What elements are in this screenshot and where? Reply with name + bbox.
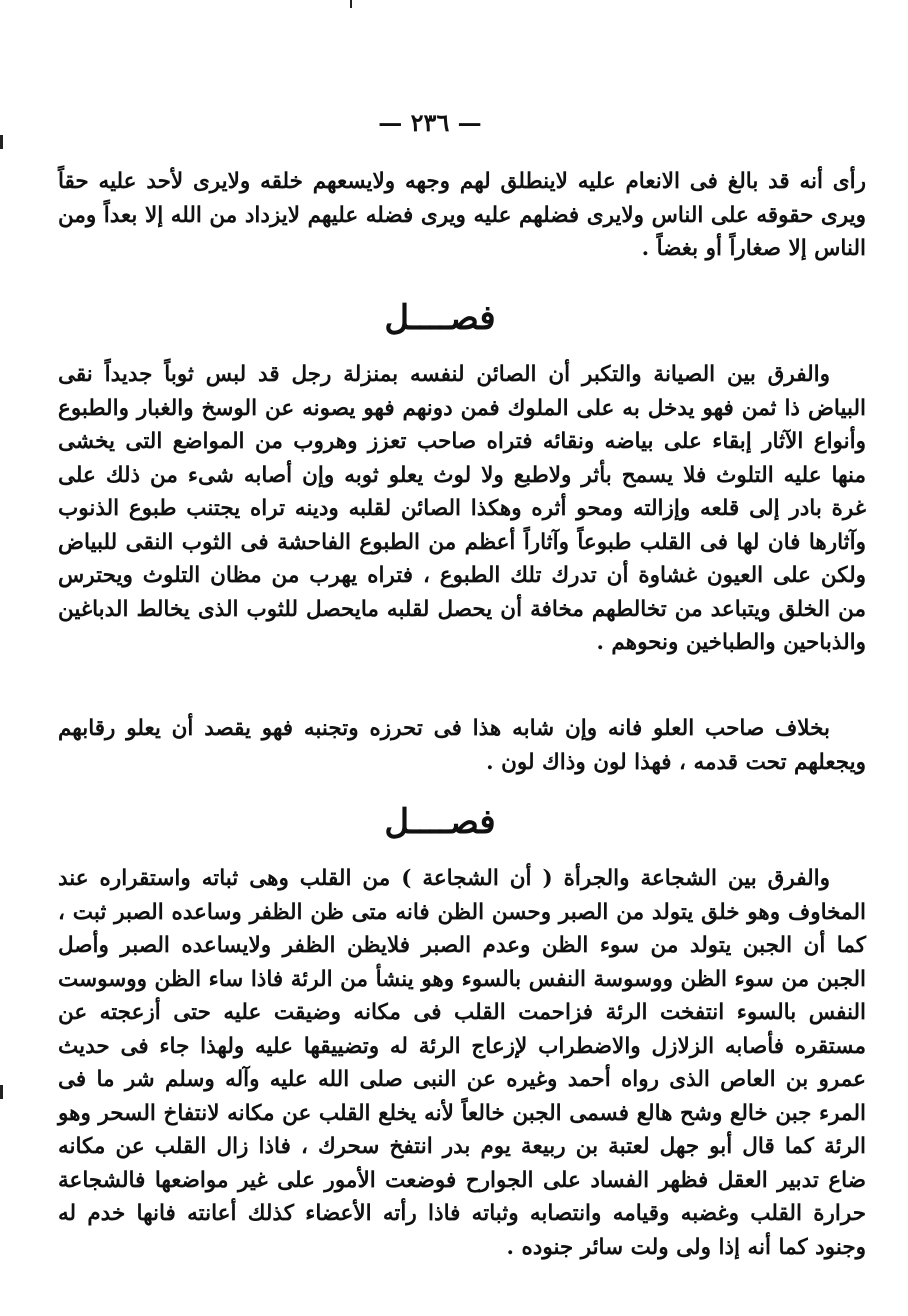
section-paragraph: والفرق بين الشجاعة والجرأة ( أن الشجاعة ) من القلب وهى ثباته واستقراره عند المخاوف وهو خلق يتولد من الصبر وحسن الظن فانه متى ظن الظفر وساعده الصبر ثبت ، كما أن الجبن يتولد من سوء الظن وعدم الصبر فلايظن الظفر ولايساعده الصبر وأصل الجبن من سوء الظن ووسوسة النفس بالسوء وهو ينشأ من الرئة فاذا ساء الظن ووسوست النفس بالسوء انتفخت الرئة فزاحمت القلب فى مكانه وضيقت عليه حتى أزعجته عن مستقره فأصابه الزلازل والاضطراب لإزعاج الرئة له وتضييقها عليه ولهذا جاء فى حديث عمرو بن العاص الذى رواه أحمد وغيره عن النبى صلى الله عليه وآله وسلم شر ما فى المرء جبن خالع وشح هالع فسمى الجبن خالعاً لأنه يخلع القلب عن مكانه لانتفاخ السحر وهو الرئة كما قال أبو جهل لعتبة بن ربيعة يوم بدر انتفخ سحرك ، فاذا زال القلب عن مكانه ضاع تدبير العقل فظهر الفساد على الجوارح فوضعت الأمور على غير مواضعها فالشجاعة حرارة القلب وغضبه وقيامه وانتصابه وثباته فاذا رأته الأعضاء كذلك أعانته فانها خدم له وجنود كما أنه إذا ولى ولت سائر جنوده . [58,866,866,1260]
page-number: — ٢٣٦ — [378,108,482,137]
section-paragraph: والفرق بين الصيانة والتكبر أن الصائن لنفسه بمنزلة رجل قد لبس ثوباً جديداً نقى البياض ذا ثمن فهو يدخل به على الملوك فمن دونهم فهو يصونه عن الوسخ والغبار والطبوع وأنواع الآثار إبقاء على بياضه ونقائه فتراه صاحب تعزز وهروب من المواضع التى يخشى منها عليه التلوث فلا يسمح بأثر ولاطبع ولا لوث يعلو ثوبه وإن أصابه شىء من ذلك على غرة بادر إلى قلعه وإزالته ومحو أثره وهكذا الصائن لقلبه ودينه تراه يجتنب طبوع الذنوب وآثارها فان لها فى القلب طبوعاً وآثاراً أعظم من الطبوع الفاحشة فى الثوب النقى للبياض ولكن على العيون غشاوة أن تدرك تلك الطبوع ، فتراه يهرب من مظان التلوث ويحترس من الخلق ويتباعد من تخالطهم مخافة أن يحصل لقلبه مايحصل للثوب الذى يخالط الدباغين والذباحين والطباخين ونحوهم . [58,362,866,655]
intro-paragraph: رأى أنه قد بالغ فى الانعام عليه لاينطلق لهم وجهه ولايسعهم خلقه ولايرى لأحد عليه حقاً ويرى حقوقه على الناس ولايرى فضلهم عليه ويرى فضله عليهم لايزداد من الله إلا بعداً ومن الناس إلا صغاراً أو بغضاً . [58,169,866,261]
scan-mark [0,135,3,149]
scan-mark [0,1085,3,1099]
section-heading: فصــــل [384,298,496,338]
section-paragraph: بخلاف صاحب العلو فانه وإن شابه هذا فى تحرزه وتجنبه فهو يقصد أن يعلو رقابهم ويجعلهم تحت قدمه ، فهذا لون وذاك لون . [58,716,866,775]
section-heading: فصــــل [384,802,496,842]
scan-mark [350,0,352,8]
